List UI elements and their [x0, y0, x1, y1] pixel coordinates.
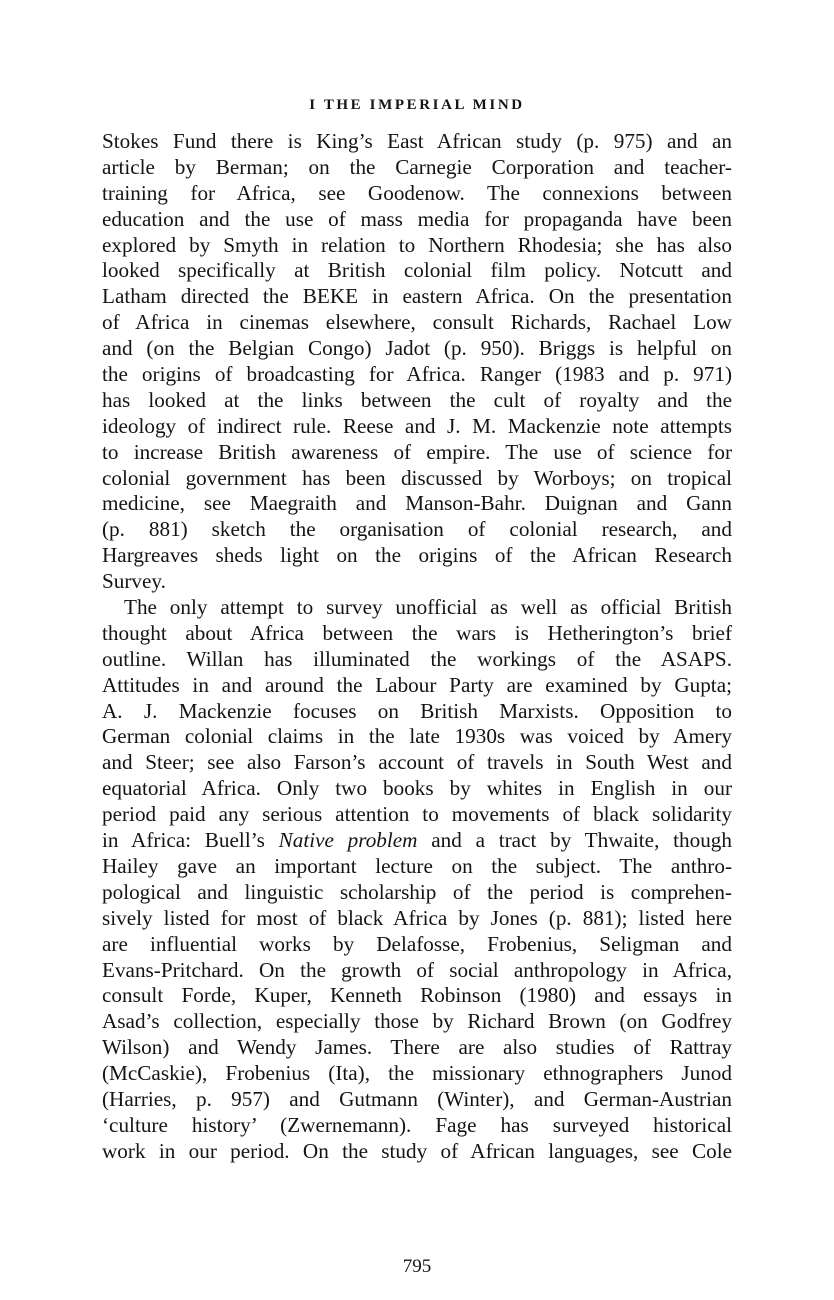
- text-line: Wilson) and Wendy James. There are also studies of Rattray: [102, 1035, 732, 1060]
- text-line: ideology of indirect rule. Reese and J. M. Mackenzie note attempts: [102, 413, 732, 438]
- text-line: ‘culture history’ (Zwernemann). Fage has surveyed historical: [102, 1112, 732, 1137]
- text-line: outline. Willan has illuminated the workings of the ASAPS.: [102, 646, 732, 671]
- text-line: Asad’s collection, especially those by Richard Brown (on Godfrey: [102, 1009, 732, 1034]
- text-line: explored by Smyth in relation to Northern Rhodesia; she has also: [102, 232, 732, 257]
- text-line: A. J. Mackenzie focuses on British Marxists. Opposition to: [102, 698, 732, 723]
- text-line: thought about Africa between the wars is Hetherington’s brief: [102, 620, 732, 645]
- text-line: training for Africa, see Goodenow. The connexions between: [102, 180, 732, 205]
- text-line: the origins of broadcasting for Africa. Ranger (1983 and p. 971): [102, 362, 732, 387]
- text-line: and (on the Belgian Congo) Jadot (p. 950). Briggs is helpful on: [102, 336, 732, 361]
- text-line-with-italic: [102, 828, 732, 854]
- text-line: Hailey gave an important lecture on the subject. The anthro-: [102, 853, 732, 878]
- line-segment: and a tract by Thwaite, though: [417, 828, 732, 853]
- text-line: The only attempt to survey unofficial as well as official British: [124, 595, 732, 620]
- book-page: [102, 0, 732, 1300]
- text-line: (McCaskie), Frobenius (Ita), the missionary ethnographers Junod: [102, 1061, 732, 1086]
- running-head: I THE IMPERIAL MIND: [309, 97, 525, 113]
- text-line: sively listed for most of black Africa by Jones (p. 881); listed here: [102, 905, 732, 930]
- text-line: consult Forde, Kuper, Kenneth Robinson (1980) and essays in: [102, 983, 732, 1008]
- text-line: Stokes Fund there is King’s East African study (p. 975) and an: [102, 129, 732, 153]
- text-line: period paid any serious attention to movements of black solidarity: [102, 802, 732, 827]
- text-line: Evans-Pritchard. On the growth of social anthropology in Africa,: [102, 957, 732, 982]
- text-line: German colonial claims in the late 1930s was voiced by Amery: [102, 724, 732, 749]
- text-line: article by Berman; on the Carnegie Corporation and teacher-: [102, 154, 732, 179]
- text-line: Attitudes in and around the Labour Party are examined by Gupta;: [102, 672, 732, 697]
- text-line: to increase British awareness of empire. The use of science for: [102, 439, 732, 464]
- text-line: colonial government has been discussed by Worboys; on tropical: [102, 465, 732, 490]
- text-line: are influential works by Delafosse, Frobenius, Seligman and: [102, 931, 732, 956]
- text-line: of Africa in cinemas elsewhere, consult Richards, Rachael Low: [102, 310, 732, 335]
- text-line: and Steer; see also Farson’s account of travels in South West and: [102, 750, 732, 775]
- text-line: Latham directed the BEKE in eastern Africa. On the presentation: [102, 284, 732, 309]
- text-line: Survey.: [102, 569, 166, 594]
- text-line: medicine, see Maegraith and Manson-Bahr. Duignan and Gann: [102, 491, 732, 516]
- paragraph-2: [102, 595, 732, 1165]
- book-title-italic: Native problem: [278, 828, 418, 853]
- text-line: (p. 881) sketch the organisation of colonial research, and: [102, 517, 732, 542]
- text-line: looked specifically at British colonial film policy. Notcutt and: [102, 258, 732, 283]
- line-segment: in Africa: Buell’s: [102, 828, 279, 853]
- text-line: education and the use of mass media for propaganda have been: [102, 206, 732, 231]
- text-line: (Harries, p. 957) and Gutmann (Winter), and German-Austrian: [102, 1086, 732, 1111]
- text-line: equatorial Africa. Only two books by whites in English in our: [102, 776, 732, 801]
- text-line: Hargreaves sheds light on the origins of the African Research: [102, 543, 732, 568]
- text-line: work in our period. On the study of African languages, see Cole: [102, 1138, 732, 1163]
- page-number: 795: [402, 1256, 432, 1277]
- body-text: [102, 129, 732, 1165]
- text-line: has looked at the links between the cult of royalty and the: [102, 387, 732, 412]
- text-line: pological and linguistic scholarship of the period is comprehen-: [102, 879, 732, 904]
- paragraph-1: [102, 129, 732, 595]
